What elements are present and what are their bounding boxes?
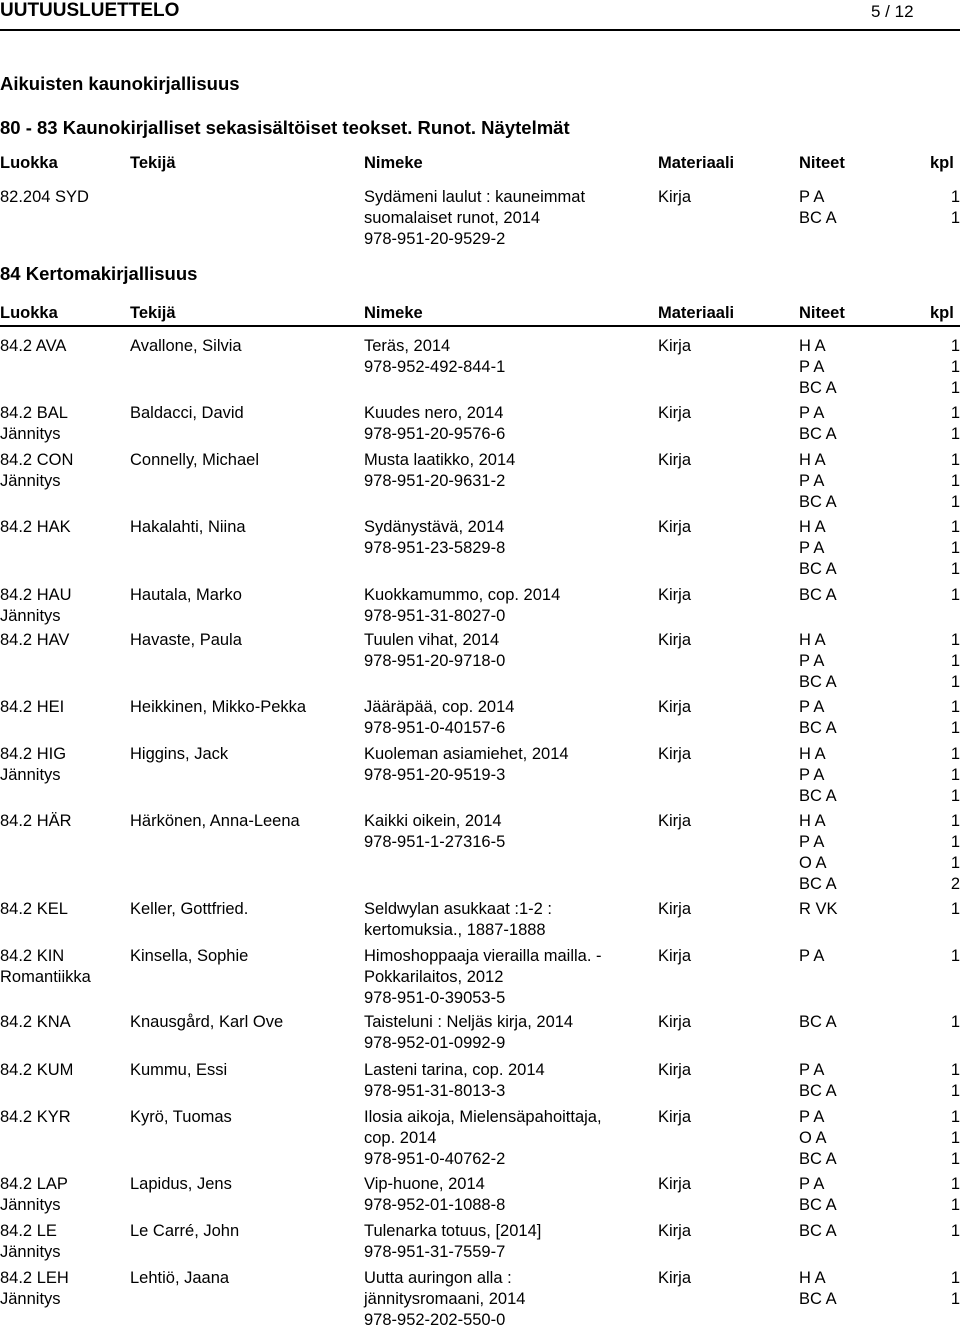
kpl-cell-line: 1 <box>950 560 960 578</box>
nimeke-cell <box>364 630 505 672</box>
category-title: Aikuisten kaunokirjallisuus <box>0 73 240 94</box>
kpl-cell-line: 1 <box>950 539 960 557</box>
niteet-cell <box>799 1221 837 1242</box>
materiaali-cell: Kirja <box>658 1269 692 1287</box>
niteet-cell <box>799 1012 837 1033</box>
nimeke-cell <box>364 336 505 378</box>
niteet-cell-line: P A <box>799 1175 825 1193</box>
luokka-cell <box>0 1268 69 1310</box>
kpl-cell-line: 1 <box>950 745 960 763</box>
niteet-cell-line: H A <box>799 451 826 469</box>
nimeke-cell-line: Sydämeni laulut : kauneimmat <box>364 188 586 206</box>
nimeke-cell <box>364 1060 545 1102</box>
tekija-cell: Härkönen, Anna-Leena <box>130 812 300 830</box>
nimeke-cell-line: 978-951-20-9529-2 <box>364 230 506 248</box>
materiaali-cell: Kirja <box>658 812 692 830</box>
section-title: 80 - 83 Kaunokirjalliset sekasisältöiset teokset. Runot. Näytelmät <box>0 117 570 138</box>
header-divider <box>0 29 960 31</box>
niteet-cell-line: BC A <box>799 379 837 397</box>
table-header-divider <box>0 325 960 327</box>
kpl-cell-line: 2 <box>950 875 960 893</box>
kpl-cell <box>951 1221 960 1242</box>
niteet-cell-line: P A <box>799 188 825 206</box>
niteet-cell-line: BC A <box>799 1082 837 1100</box>
luokka-cell-line: Jännitys <box>0 1196 61 1214</box>
kpl-cell-line: 1 <box>950 787 960 805</box>
kpl-cell <box>951 450 960 513</box>
col-luokka: Luokka <box>0 154 58 172</box>
nimeke-cell <box>364 946 602 1009</box>
nimeke-cell <box>364 585 560 627</box>
nimeke-cell-line: cop. 2014 <box>364 1129 437 1147</box>
col-nimeke: Nimeke <box>364 154 423 172</box>
niteet-cell-line: O A <box>799 1129 827 1147</box>
nimeke-cell-line: Lasteni tarina, cop. 2014 <box>364 1061 545 1079</box>
kpl-cell-line: 1 <box>950 673 960 691</box>
luokka-cell <box>0 946 91 988</box>
nimeke-cell <box>364 899 552 941</box>
materiaali-cell: Kirja <box>658 337 692 355</box>
tekija-cell: Lehtiö, Jaana <box>130 1269 230 1287</box>
tekija-cell: Heikkinen, Mikko-Pekka <box>130 698 307 716</box>
nimeke-cell <box>364 697 514 739</box>
col-tekija: Tekijä <box>130 304 176 322</box>
niteet-cell <box>799 1060 837 1102</box>
kpl-cell-line: 1 <box>950 1290 960 1308</box>
materiaali-cell: Kirja <box>658 451 692 469</box>
nimeke-cell-line: 978-951-0-40762-2 <box>364 1150 506 1168</box>
tekija-cell: Higgins, Jack <box>130 745 229 763</box>
kpl-cell-line: 1 <box>950 209 960 227</box>
nimeke-cell <box>364 187 585 250</box>
niteet-cell-line: H A <box>799 745 826 763</box>
tekija-cell: Connelly, Michael <box>130 451 260 469</box>
kpl-cell <box>951 946 960 967</box>
materiaali-cell: Kirja <box>658 631 692 649</box>
niteet-cell-line: P A <box>799 1108 825 1126</box>
niteet-cell-line: P A <box>799 833 825 851</box>
kpl-cell-line: 1 <box>950 1175 960 1193</box>
luokka-cell-line: 84.2 HAU <box>0 586 72 604</box>
luokka-cell <box>0 899 68 920</box>
niteet-cell-line: P A <box>799 358 825 376</box>
luokka-cell-line: Jännitys <box>0 1290 61 1308</box>
niteet-cell-line: R VK <box>799 900 838 918</box>
tekija-cell: Hautala, Marko <box>130 586 242 604</box>
niteet-cell-line: BC A <box>799 493 837 511</box>
materiaali-cell: Kirja <box>658 404 692 422</box>
niteet-cell <box>799 187 837 229</box>
materiaali-cell: Kirja <box>658 900 692 918</box>
luokka-cell <box>0 630 69 651</box>
tekija-cell: Baldacci, David <box>130 404 244 422</box>
materiaali-cell: Kirja <box>658 745 692 763</box>
nimeke-cell-line: suomalaiset runot, 2014 <box>364 209 541 227</box>
luokka-cell <box>0 517 71 538</box>
col-tekija: Tekijä <box>130 154 176 172</box>
luokka-cell-line: Jännitys <box>0 766 61 784</box>
kpl-cell-line: 1 <box>950 1269 960 1287</box>
luokka-cell-line: 84.2 LE <box>0 1222 57 1240</box>
nimeke-cell-line: 978-951-31-7559-7 <box>364 1243 506 1261</box>
materiaali-cell: Kirja <box>658 1175 692 1193</box>
kpl-cell-line: 1 <box>950 586 960 604</box>
kpl-cell-line: 1 <box>950 404 960 422</box>
kpl-cell-line: 1 <box>950 358 960 376</box>
nimeke-cell-line: 978-951-0-39053-5 <box>364 989 506 1007</box>
nimeke-cell-line: Kuokkamummo, cop. 2014 <box>364 586 561 604</box>
luokka-cell-line: 84.2 KNA <box>0 1013 71 1031</box>
nimeke-cell-line: Pokkarilaitos, 2012 <box>364 968 504 986</box>
nimeke-cell <box>364 1107 602 1170</box>
niteet-cell-line: P A <box>799 652 825 670</box>
kpl-cell-line: 1 <box>950 1013 960 1031</box>
kpl-cell-line: 1 <box>950 472 960 490</box>
luokka-cell <box>0 403 68 445</box>
materiaali-cell: Kirja <box>658 1222 692 1240</box>
nimeke-cell-line: Kaikki oikein, 2014 <box>364 812 502 830</box>
niteet-cell <box>799 1107 837 1170</box>
niteet-cell-line: P A <box>799 404 825 422</box>
tekija-cell: Kinsella, Sophie <box>130 947 249 965</box>
kpl-cell-line: 1 <box>950 854 960 872</box>
kpl-cell-line: 1 <box>950 947 960 965</box>
kpl-cell-line: 1 <box>950 188 960 206</box>
luokka-cell-line: Jännitys <box>0 607 61 625</box>
nimeke-cell-line: 978-951-20-9519-3 <box>364 766 506 784</box>
niteet-cell-line: BC A <box>799 209 837 227</box>
luokka-cell-line: 84.2 CON <box>0 451 74 469</box>
kpl-cell-line: 1 <box>950 1082 960 1100</box>
nimeke-cell-line: 978-952-01-0992-9 <box>364 1034 506 1052</box>
materiaali-cell: Kirja <box>658 947 692 965</box>
kpl-cell-line: 1 <box>950 719 960 737</box>
section-title: 84 Kertomakirjallisuus <box>0 263 198 284</box>
nimeke-cell-line: Tuulen vihat, 2014 <box>364 631 500 649</box>
luokka-cell <box>0 336 66 357</box>
nimeke-cell <box>364 744 569 786</box>
materiaali-cell: Kirja <box>658 586 692 604</box>
kpl-cell <box>951 187 960 229</box>
luokka-cell-line: 84.2 HIG <box>0 745 67 763</box>
nimeke-cell-line: 978-951-31-8027-0 <box>364 607 506 625</box>
luokka-cell-line: 84.2 KYR <box>0 1108 71 1126</box>
niteet-cell <box>799 403 837 445</box>
niteet-cell-line: P A <box>799 947 825 965</box>
nimeke-cell-line: Vip-huone, 2014 <box>364 1175 485 1193</box>
kpl-cell-line: 1 <box>950 1222 960 1240</box>
tekija-cell: Avallone, Silvia <box>130 337 242 355</box>
luokka-cell <box>0 1012 71 1033</box>
niteet-cell-line: H A <box>799 631 826 649</box>
nimeke-cell-line: 978-951-1-27316-5 <box>364 833 506 851</box>
kpl-cell <box>951 697 960 739</box>
niteet-cell <box>799 517 837 580</box>
nimeke-cell <box>364 403 505 445</box>
col-materiaali: Materiaali <box>658 154 735 172</box>
col-kpl: kpl <box>930 304 954 322</box>
kpl-cell-line: 1 <box>950 493 960 511</box>
nimeke-cell-line: Uutta auringon alla : <box>364 1269 512 1287</box>
nimeke-cell-line: 978-952-01-1088-8 <box>364 1196 506 1214</box>
tekija-cell: Kummu, Essi <box>130 1061 228 1079</box>
materiaali-cell: Kirja <box>658 1108 692 1126</box>
niteet-cell-line: P A <box>799 472 825 490</box>
kpl-cell-line: 1 <box>950 337 960 355</box>
kpl-cell-line: 1 <box>950 833 960 851</box>
niteet-cell-line: P A <box>799 1061 825 1079</box>
catalog-title: UUTUUSLUETTELO <box>0 0 180 21</box>
kpl-cell <box>951 403 960 445</box>
nimeke-cell <box>364 1174 505 1216</box>
kpl-cell <box>951 1012 960 1033</box>
niteet-cell-line: BC A <box>799 1150 837 1168</box>
niteet-cell-line: H A <box>799 812 826 830</box>
materiaali-cell: Kirja <box>658 698 692 716</box>
luokka-cell-line: 84.2 KUM <box>0 1061 74 1079</box>
niteet-cell-line: H A <box>799 1269 826 1287</box>
tekija-cell: Knausgård, Karl Ove <box>130 1013 284 1031</box>
niteet-cell-line: P A <box>799 766 825 784</box>
luokka-cell <box>0 585 72 627</box>
niteet-cell <box>799 744 837 807</box>
luokka-cell <box>0 187 89 208</box>
tekija-cell: Hakalahti, Niina <box>130 518 246 536</box>
tekija-cell: Lapidus, Jens <box>130 1175 232 1193</box>
nimeke-cell-line: 978-951-23-5829-8 <box>364 539 506 557</box>
tekija-cell: Havaste, Paula <box>130 631 242 649</box>
niteet-cell-line: BC A <box>799 875 837 893</box>
luokka-cell-line: 82.204 SYD <box>0 188 89 206</box>
niteet-cell <box>799 811 837 895</box>
nimeke-cell-line: 978-952-492-844-1 <box>364 358 506 376</box>
nimeke-cell-line: Sydänystävä, 2014 <box>364 518 505 536</box>
col-niteet: Niteet <box>799 154 845 172</box>
luokka-cell-line: Jännitys <box>0 472 61 490</box>
luokka-cell-line: 84.2 HÄR <box>0 812 72 830</box>
col-materiaali: Materiaali <box>658 304 735 322</box>
nimeke-cell-line: Musta laatikko, 2014 <box>364 451 516 469</box>
niteet-cell-line: H A <box>799 337 826 355</box>
niteet-cell-line: BC A <box>799 673 837 691</box>
kpl-cell-line: 1 <box>950 1108 960 1126</box>
nimeke-cell-line: Kuoleman asiamiehet, 2014 <box>364 745 569 763</box>
niteet-cell-line: BC A <box>799 425 837 443</box>
kpl-cell <box>951 1107 960 1170</box>
nimeke-cell-line: 978-951-20-9718-0 <box>364 652 506 670</box>
nimeke-cell-line: Himoshoppaaja vieraillа mailla. - <box>364 947 602 965</box>
luokka-cell-line: 84.2 BAL <box>0 404 68 422</box>
kpl-cell-line: 1 <box>950 518 960 536</box>
luokka-cell <box>0 1174 68 1216</box>
luokka-cell <box>0 1060 73 1081</box>
kpl-cell-line: 1 <box>950 812 960 830</box>
nimeke-cell-line: Tulenarka totuus, [2014] <box>364 1222 542 1240</box>
col-kpl: kpl <box>930 154 954 172</box>
niteet-cell <box>799 1268 837 1310</box>
niteet-cell-line: BC A <box>799 1290 837 1308</box>
luokka-cell <box>0 450 73 492</box>
nimeke-cell <box>364 811 505 853</box>
luokka-cell-line: 84.2 HAK <box>0 518 71 536</box>
kpl-cell <box>951 744 960 807</box>
kpl-cell-line: 1 <box>950 698 960 716</box>
kpl-cell <box>951 1174 960 1216</box>
luokka-cell-line: 84.2 KIN <box>0 947 65 965</box>
niteet-cell <box>799 697 837 739</box>
materiaali-cell: Kirja <box>658 188 692 206</box>
nimeke-cell <box>364 450 515 492</box>
nimeke-cell-line: 978-951-20-9576-6 <box>364 425 506 443</box>
luokka-cell-line: 84.2 AVA <box>0 337 67 355</box>
page-number: 5 / 12 <box>871 2 914 21</box>
nimeke-cell-line: Ilosia aikoja, Mielensäpahoittaja, <box>364 1108 602 1126</box>
tekija-cell: Kyrö, Tuomas <box>130 1108 232 1126</box>
luokka-cell <box>0 697 64 718</box>
niteet-cell <box>799 899 838 920</box>
nimeke-cell-line: Teräs, 2014 <box>364 337 451 355</box>
niteet-cell-line: BC A <box>799 1196 837 1214</box>
nimeke-cell <box>364 1221 541 1263</box>
luokka-cell-line: Jännitys <box>0 1243 61 1261</box>
nimeke-cell-line: Seldwylan asukkaat :1-2 : <box>364 900 553 918</box>
niteet-cell-line: H A <box>799 518 826 536</box>
kpl-cell-line: 1 <box>950 766 960 784</box>
nimeke-cell-line: 978-951-0-40157-6 <box>364 719 506 737</box>
kpl-cell <box>951 630 960 693</box>
kpl-cell <box>951 1060 960 1102</box>
kpl-cell <box>951 1268 960 1310</box>
niteet-cell-line: BC A <box>799 560 837 578</box>
luokka-cell-line: 84.2 LAP <box>0 1175 68 1193</box>
luokka-cell <box>0 1107 71 1128</box>
luokka-cell <box>0 1221 61 1263</box>
luokka-cell-line: 84.2 KEL <box>0 900 68 918</box>
kpl-cell <box>951 899 960 920</box>
luokka-cell-line: 84.2 HEI <box>0 698 65 716</box>
materiaali-cell: Kirja <box>658 1061 692 1079</box>
niteet-cell <box>799 946 824 967</box>
materiaali-cell: Kirja <box>658 518 692 536</box>
niteet-cell-line: P A <box>799 698 825 716</box>
kpl-cell <box>951 336 960 399</box>
tekija-cell: Keller, Gottfried. <box>130 900 249 918</box>
niteet-cell <box>799 585 837 606</box>
kpl-cell-line: 1 <box>950 425 960 443</box>
tekija-cell: Le Carré, John <box>130 1222 240 1240</box>
materiaali-cell: Kirja <box>658 1013 692 1031</box>
kpl-cell-line: 1 <box>950 1196 960 1214</box>
nimeke-cell-line: Jääräpää, cop. 2014 <box>364 698 515 716</box>
kpl-cell-line: 1 <box>950 379 960 397</box>
nimeke-cell-line: kertomuksia., 1887-1888 <box>364 921 546 939</box>
luokka-cell-line: 84.2 LEH <box>0 1269 69 1287</box>
niteet-cell-line: BC A <box>799 719 837 737</box>
luokka-cell-line: Romantiikka <box>0 968 91 986</box>
nimeke-cell <box>364 1268 525 1331</box>
niteet-cell <box>799 336 837 399</box>
nimeke-cell-line: Taisteluni : Neljäs kirja, 2014 <box>364 1013 574 1031</box>
niteet-cell-line: BC A <box>799 586 837 604</box>
col-niteet: Niteet <box>799 304 845 322</box>
niteet-cell-line: BC A <box>799 787 837 805</box>
kpl-cell <box>951 811 960 895</box>
kpl-cell-line: 1 <box>950 1061 960 1079</box>
luokka-cell <box>0 811 72 832</box>
kpl-cell-line: 1 <box>950 900 960 918</box>
kpl-cell-line: 1 <box>950 451 960 469</box>
kpl-cell-line: 1 <box>950 631 960 649</box>
niteet-cell <box>799 1174 837 1216</box>
niteet-cell-line: O A <box>799 854 827 872</box>
niteet-cell <box>799 630 837 693</box>
kpl-cell-line: 1 <box>950 1129 960 1147</box>
kpl-cell <box>951 517 960 580</box>
kpl-cell-line: 1 <box>950 1150 960 1168</box>
kpl-cell-line: 1 <box>950 652 960 670</box>
nimeke-cell-line: 978-951-31-8013-3 <box>364 1082 506 1100</box>
luokka-cell <box>0 744 66 786</box>
kpl-cell <box>951 585 960 606</box>
nimeke-cell <box>364 517 505 559</box>
niteet-cell <box>799 450 837 513</box>
nimeke-cell-line: 978-952-202-550-0 <box>364 1311 506 1329</box>
niteet-cell-line: P A <box>799 539 825 557</box>
col-nimeke: Nimeke <box>364 304 423 322</box>
niteet-cell-line: BC A <box>799 1222 837 1240</box>
col-luokka: Luokka <box>0 304 58 322</box>
niteet-cell-line: BC A <box>799 1013 837 1031</box>
nimeke-cell-line: jännitysromaani, 2014 <box>364 1290 526 1308</box>
nimeke-cell-line: 978-951-20-9631-2 <box>364 472 506 490</box>
nimeke-cell-line: Kuudes nero, 2014 <box>364 404 504 422</box>
nimeke-cell <box>364 1012 573 1054</box>
luokka-cell-line: 84.2 HAV <box>0 631 70 649</box>
luokka-cell-line: Jännitys <box>0 425 61 443</box>
